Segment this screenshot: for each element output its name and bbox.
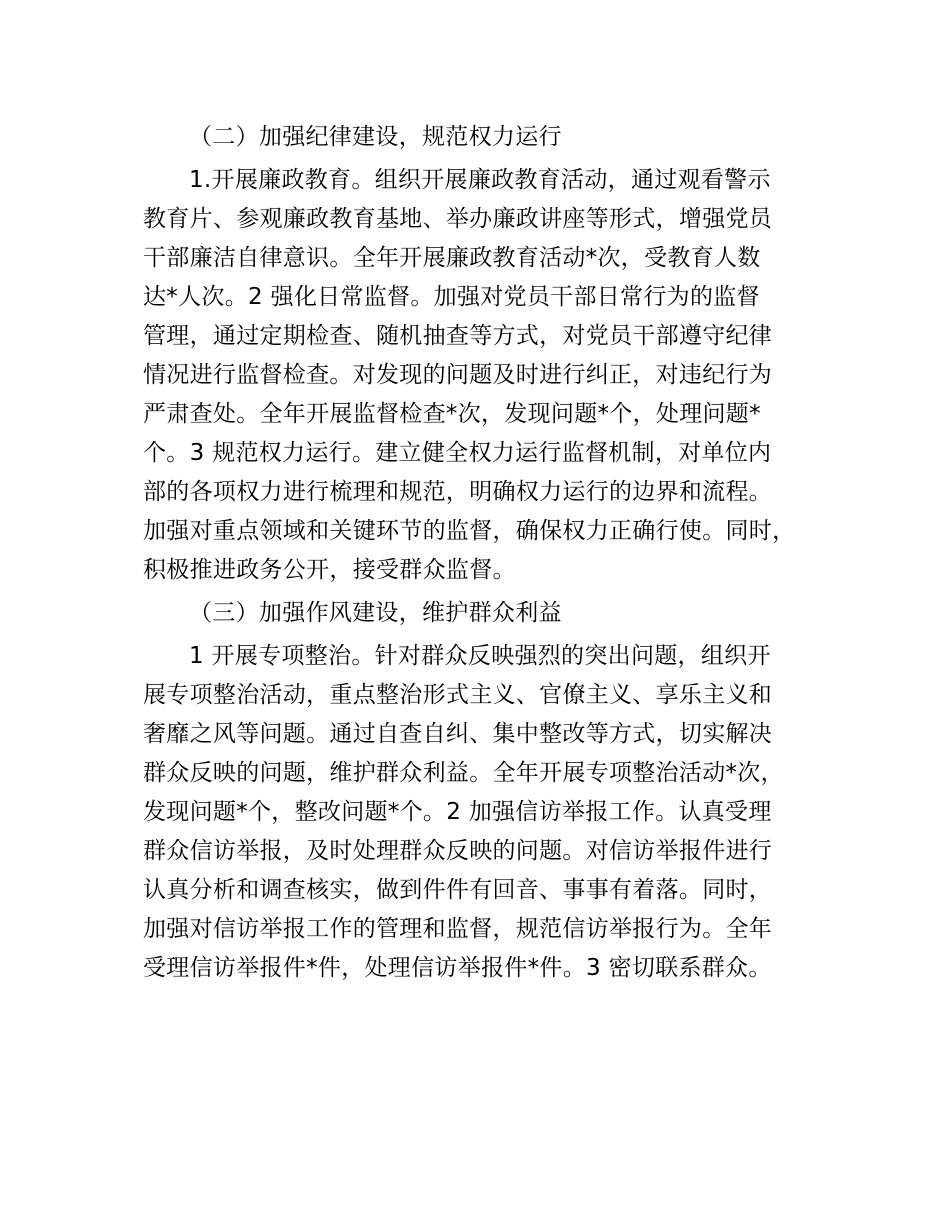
paragraph-line: 1.开展廉政教育。组织开展廉政教育活动，通过观看警示 — [189, 167, 771, 193]
paragraph-line: 加强对重点领域和关键环节的监督，确保权力正确行使。同时， — [143, 518, 796, 544]
paragraph-line: 认真分析和调查核实，做到件件有回音、事事有着落。同时， — [143, 877, 773, 903]
paragraph-line: 展专项整治活动，重点整治形式主义、官僚主义、享乐主义和 — [143, 682, 773, 708]
paragraph-line: 1 开展专项整治。针对群众反映强烈的突出问题，组织开 — [189, 643, 771, 669]
paragraph-line: 情况进行监督检查。对发现的问题及时进行纠正，对违纪行为 — [143, 362, 773, 388]
paragraph-line: 群众反映的问题，维护群众利益。全年开展专项整治活动*次， — [143, 760, 784, 786]
paragraph-line: 管理，通过定期检查、随机抽查等方式，对党员干部遵守纪律 — [143, 323, 773, 349]
section-heading-work-style: （三）加强作风建设，维护群众利益 — [189, 600, 562, 626]
section-heading-discipline: （二）加强纪律建设，规范权力运行 — [189, 124, 562, 150]
paragraph-line: 发现问题*个，整改问题*个。2 加强信访举报工作。认真受理 — [143, 799, 772, 825]
paragraph-line: 加强对信访举报工作的管理和监督，规范信访举报行为。全年 — [143, 916, 773, 942]
paragraph-line: 干部廉洁自律意识。全年开展廉政教育活动*次，受教育人数 — [143, 245, 761, 271]
paragraph-line: 奢靡之风等问题。通过自查自纠、集中整改等方式，切实解决 — [143, 721, 773, 747]
paragraph-line: 教育片、参观廉政教育基地、举办廉政讲座等形式，增强党员 — [143, 206, 773, 232]
paragraph-line: 达*人次。2 强化日常监督。加强对党员干部日常行为的监督 — [143, 284, 760, 310]
paragraph-line: 受理信访举报件*件，处理信访举报件*件。3 密切联系群众。 — [143, 955, 772, 981]
paragraph-line: 部的各项权力进行梳理和规范，明确权力运行的边界和流程。 — [143, 479, 773, 505]
document-body — [143, 118, 843, 988]
paragraph-line: 群众信访举报，及时处理群众反映的问题。对信访举报件进行 — [143, 838, 773, 864]
paragraph-line: 积极推进政务公开，接受群众监督。 — [143, 557, 516, 583]
paragraph-line: 个。3 规范权力运行。建立健全权力运行监督机制，对单位内 — [143, 440, 772, 466]
paragraph-line: 严肃查处。全年开展监督检查*次，发现问题*个，处理问题* — [143, 401, 761, 427]
